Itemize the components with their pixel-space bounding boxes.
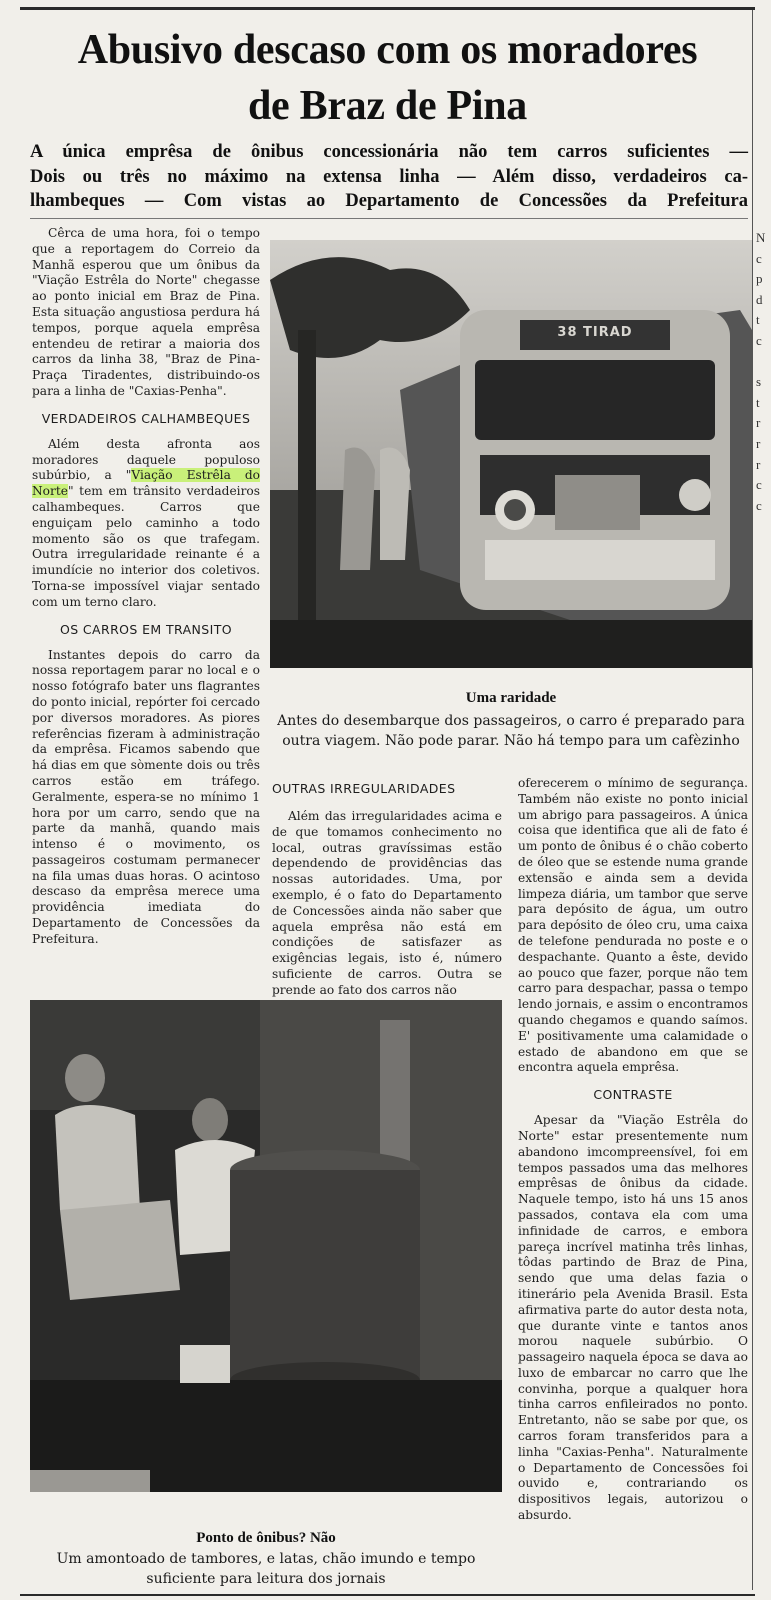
- edge-letter: c: [756, 332, 762, 348]
- column-1-paragraph-3: Instantes depois do carro da nossa reportagem parar no local e o nosso fotógrafo bater uns flagrantes do ponto inicial, repórter foi cercado por diversos moradores. As piores referências fizeram à administração da emprêsa. Ficamos sabendo que há dias em que sòmente dois ou três carros estão em tráfego. Geralmente, espera-se no mínimo 1 hora por um carro, sendo que na parte da manhã, quando mais intenso é o movimento, os passageiros costumam permanecer na fila umas duas horas. O acintoso descaso da emprêsa merece uma providência imediata do Departamento de Concessões da Prefeitura.: [32, 647, 260, 946]
- edge-letter: t: [756, 394, 760, 410]
- subheading-os-carros-em-transito: OS CARROS EM TRANSITO: [59, 621, 232, 637]
- edge-letter: [756, 352, 770, 373]
- paragraph-2-text-b: " tem em trânsito verdadeiros calhambeques. Carros que enguiçam pelo caminho a todo momento são os que trafegam. Outra irregularidade reinante é a imundície no interior dos coletivos. Torna-se impossível viajar sentado com um terno claro.: [32, 484, 260, 609]
- bus-photo-caption-title: Uma raridade: [465, 690, 557, 706]
- deck-line-3: lhambeques — Com vistas ao Departamento de Concessões da Prefeitura: [30, 191, 748, 211]
- edge-letter: r: [756, 415, 761, 431]
- subheading-outras-irregularidades: OUTRAS IRREGULARIDADES: [272, 781, 456, 796]
- deck-line-2: Dois ou três no máximo na extensa linha — Além disso, verdadeiros ca-: [30, 166, 748, 187]
- deck: [30, 140, 748, 214]
- edge-letter: c: [756, 497, 762, 513]
- column-3-paragraph-1: oferecerem o mínimo de segurança. Também não existe no ponto inicial um abrigo para passageiros. A única coisa que identifica que ali de fato é um ponto de ônibus é o chão coberto de óleo que se estende numa grande extensão e ainda sem a devida limpeza diária, um tambor que serve para depósito de água, um outro para depósito de óleo cru, uma caixa de telefone pendurada no poste e o despachante. Quanto a êste, devido ao pouco que fazer, porque não tem carro para despachar, passa o tempo lendo jornais, e assim o encontramos quando chegamos e quando saímos. E' positivamente uma calamidade o estado de abandono em que se encontra aquela emprêsa.: [518, 776, 748, 1075]
- column-1: [32, 226, 260, 948]
- deck-line-1: A única emprêsa de ônibus concessionária não tem carros suficientes —: [30, 142, 748, 162]
- bus-photo-caption-text: Antes do desembarque dos passageiros, o carro é preparado para outra viagem. Não pode parar. Não há tempo para um cafèzinho: [277, 713, 745, 749]
- headline-line-2: de Braz de Pina: [248, 83, 527, 129]
- bus-stop-photo-caption-text: Um amontoado de tambores, e latas, chão imundo e tempo suficiente para leitura dos jornais: [56, 1551, 476, 1587]
- edge-letter: r: [756, 435, 761, 451]
- headline-line-1: Abusivo descaso com os moradores: [77, 27, 698, 73]
- subheading-verdadeiros-calhambeques: VERDADEIROS CALHAMBEQUES: [41, 410, 251, 426]
- column-2-paragraph-1: Além das irregularidades acima e de que tomamos conhecimento no local, outras gravíssimas estão dependendo de providências das nossas autoridades. Uma, por exemplo, é o fato do Departamento de Concessões ainda não saber que aquela emprêsa não está em condições de satisfazer as exigências legais, isto é, número suficiente de carros. Outra se prende ao fato dos carros não: [272, 809, 502, 997]
- subheading-contraste: CONTRASTE: [593, 1087, 673, 1103]
- adjacent-column-fragment: [756, 228, 770, 516]
- edge-letter: p: [756, 271, 763, 287]
- column-2: [272, 776, 502, 999]
- edge-letter: r: [756, 456, 761, 472]
- highlighted-company-name: Viação Estrêla do Norte: [32, 468, 260, 499]
- column-1-paragraph-1: Cêrca de uma hora, foi o tempo que a reportagem do Correio da Manhã esperou que um ônibus da "Viação Estrêla do Norte" chegasse ao ponto inicial em Braz de Pina. Esta situação angustiosa perdura há tempos, porque aquela emprêsa entendeu de retirar a maioria dos carros da linha 38, "Braz de Pina-Praça Tiradentes, distribuindo-os para a linha de "Caxias-Penha".: [32, 226, 260, 398]
- bottom-rule: [20, 1594, 755, 1596]
- edge-letter: s: [756, 374, 762, 390]
- right-column-rule: [752, 10, 753, 1590]
- edge-letter: t: [756, 312, 760, 328]
- top-rule: [20, 7, 755, 10]
- bus-destination-sign: 38 TIRAD: [557, 325, 633, 340]
- headline: [20, 22, 755, 134]
- edge-letter: c: [756, 477, 762, 493]
- edge-letter: N: [756, 230, 766, 245]
- column-3: [518, 776, 748, 1524]
- paragraph-2-text-a: Além desta afronta aos moradores daquele populoso subúrbio, a ": [32, 436, 260, 483]
- bus-stop-photo: [30, 1000, 502, 1492]
- column-3-paragraph-2: Apesar da "Viação Estrêla do Norte" estar presentemente num abandono imcompreensível, foi em tempos passados uma das melhores emprêsas de ônibus da cidade. Naquele tempo, isto há uns 15 anos passados, contava ela com uma infinidade de carros, e embora pareça incrível matinha três linhas, tôdas partindo de Braz de Pina, sendo que uma delas fazia o itinerário pela Avenida Brasil. Esta afirmativa parte do autor desta nota, que durante vinte e tantos anos morou naquele subúrbio. O passageiro naquela época se dava ao luxo de embarcar no carro que lhe convinha, porque a qualquer hora tinha carros enfileirados no ponto. Entretanto, não se sabe por que, os carros foram transferidos para a linha "Caxias-Penha". Naturalmente o Departamento de Concessões foi ouvido e, contrariando os dispositivos legais, autorizou o absurdo.: [518, 1113, 748, 1523]
- deck-rule: [30, 218, 748, 219]
- edge-letter: d: [756, 291, 763, 307]
- bus-stop-photo-caption-title: Ponto de ônibus? Não: [196, 1530, 336, 1546]
- column-1-paragraph-2: [32, 437, 260, 611]
- edge-letter: c: [756, 250, 762, 266]
- bus-photo: [270, 240, 752, 668]
